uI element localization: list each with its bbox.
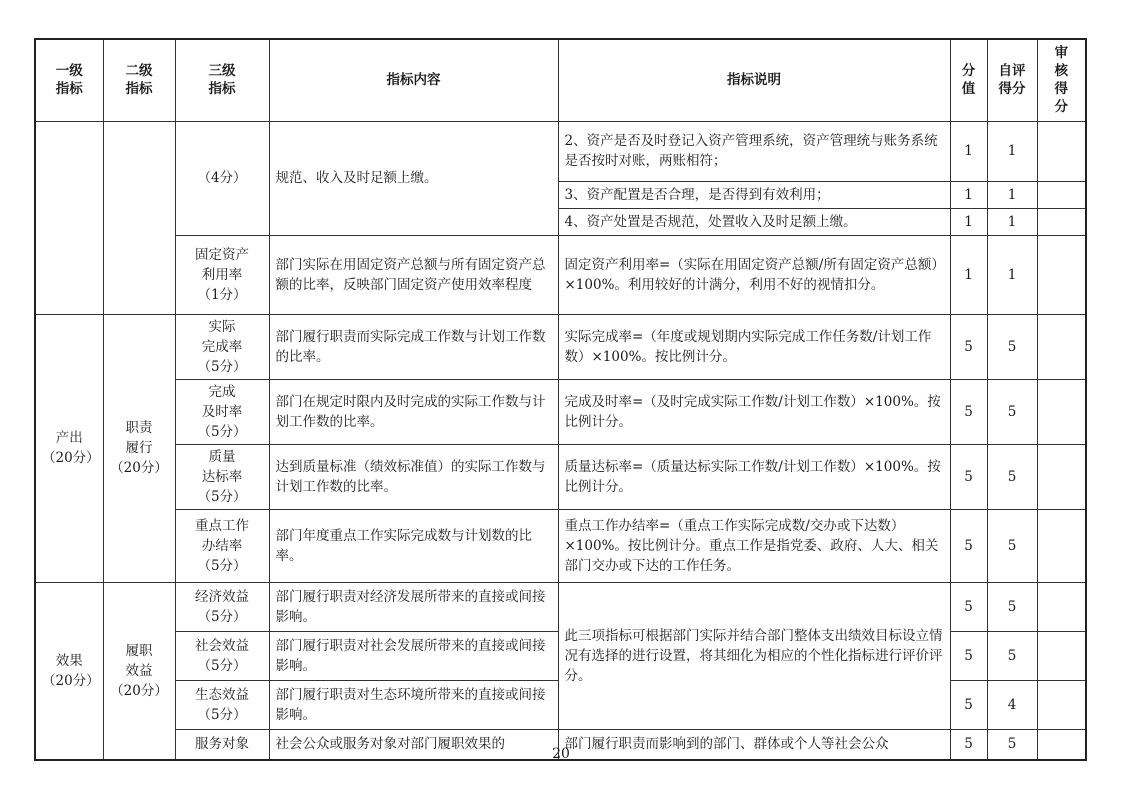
audit-score-cell xyxy=(1037,680,1086,729)
level3-cell: 固定资产 利用率 （1分） xyxy=(175,235,269,314)
description-cell: 3、资产配置是否合理，是否得到有效利用； xyxy=(558,181,950,208)
score-cell: 1 xyxy=(950,208,987,235)
description-cell: 部门履行职责而影响到的部门、群体或个人等社会公众 xyxy=(558,729,950,760)
score-cell: 5 xyxy=(950,582,987,631)
table-row xyxy=(35,314,1086,379)
header-audit-score: 审 核 得 分 xyxy=(1037,39,1086,121)
level3-cell: 重点工作 办结率 （5分） xyxy=(175,509,269,582)
self-score-cell: 5 xyxy=(987,582,1037,631)
header-self-score: 自评 得分 xyxy=(987,39,1037,121)
score-cell: 5 xyxy=(950,729,987,760)
description-cell: 质量达标率=（质量达标实际工作数/计划工作数）×100%。按比例计分。 xyxy=(558,444,950,509)
level3-cell: （4分） xyxy=(175,121,269,235)
header-description: 指标说明 xyxy=(558,39,950,121)
audit-score-cell xyxy=(1037,631,1086,680)
content-cell: 部门在规定时限内及时完成的实际工作数与计划工作数的比率。 xyxy=(269,379,558,444)
self-score-cell: 4 xyxy=(987,680,1037,729)
level3-cell: 完成 及时率 （5分） xyxy=(175,379,269,444)
content-cell: 部门履行职责而实际完成工作数与计划工作数的比率。 xyxy=(269,314,558,379)
description-cell: 4、资产处置是否规范，处置收入及时足额上缴。 xyxy=(558,208,950,235)
level3-cell: 社会效益 （5分） xyxy=(175,631,269,680)
level2-benefit: 履职 效益 （20分） xyxy=(103,582,175,760)
description-cell: 实际完成率=（年度或规划期内实际完成工作任务数/计划工作数）×100%。按比例计分。 xyxy=(558,314,950,379)
audit-score-cell xyxy=(1037,208,1086,235)
content-cell: 规范、收入及时足额上缴。 xyxy=(269,121,558,235)
header-content: 指标内容 xyxy=(269,39,558,121)
description-cell: 完成及时率=（及时完成实际工作数/计划工作数）×100%。按比例计分。 xyxy=(558,379,950,444)
self-score-cell: 1 xyxy=(987,181,1037,208)
content-cell: 部门年度重点工作实际完成数与计划数的比率。 xyxy=(269,509,558,582)
score-cell: 1 xyxy=(950,121,987,181)
table-row xyxy=(35,444,1086,509)
self-score-cell: 5 xyxy=(987,444,1037,509)
page-number: 20 xyxy=(552,746,570,762)
level3-cell: 实际 完成率 （5分） xyxy=(175,314,269,379)
content-cell: 部门履行职责对社会发展所带来的直接或间接影响。 xyxy=(269,631,558,680)
score-cell: 5 xyxy=(950,314,987,379)
level1-output: 产出 （20分） xyxy=(35,314,103,582)
header-score: 分 值 xyxy=(950,39,987,121)
table-row xyxy=(35,582,1086,631)
level3-cell: 质量 达标率 （5分） xyxy=(175,444,269,509)
table-row xyxy=(35,235,1086,314)
audit-score-cell xyxy=(1037,181,1086,208)
level2-cell-prev xyxy=(103,121,175,314)
header-level3: 三级 指标 xyxy=(175,39,269,121)
self-score-cell: 1 xyxy=(987,235,1037,314)
level3-cell: 经济效益 （5分） xyxy=(175,582,269,631)
audit-score-cell xyxy=(1037,582,1086,631)
description-cell: 重点工作办结率=（重点工作实际完成数/交办或下达数）×100%。按比例计分。重点工作是指党委、政府、人大、相关部门交办或下达的工作任务。 xyxy=(558,509,950,582)
self-score-cell: 1 xyxy=(987,208,1037,235)
evaluation-table xyxy=(34,38,1087,761)
level1-cell-prev xyxy=(35,121,103,314)
content-cell: 部门履行职责对经济发展所带来的直接或间接影响。 xyxy=(269,582,558,631)
audit-score-cell xyxy=(1037,121,1086,181)
score-cell: 1 xyxy=(950,235,987,314)
score-cell: 1 xyxy=(950,181,987,208)
table-header-row xyxy=(35,39,1086,121)
content-cell: 部门实际在用固定资产总额与所有固定资产总额的比率，反映部门固定资产使用效率程度 xyxy=(269,235,558,314)
audit-score-cell xyxy=(1037,235,1086,314)
content-cell: 部门履行职责对生态环境所带来的直接或间接影响。 xyxy=(269,680,558,729)
self-score-cell: 1 xyxy=(987,121,1037,181)
content-cell: 社会公众或服务对象对部门履职效果的 xyxy=(269,729,558,760)
description-cell: 2、资产是否及时登记入资产管理系统，资产管理统与账务系统是否按时对账，两账相符； xyxy=(558,121,950,181)
table-row xyxy=(35,379,1086,444)
score-cell: 5 xyxy=(950,631,987,680)
shared-description-cell: 此三项指标可根据部门实际并结合部门整体支出绩效目标设立情况有选择的进行设置，将其细化为相应的个性化指标进行评价评分。 xyxy=(558,582,950,729)
audit-score-cell xyxy=(1037,509,1086,582)
self-score-cell: 5 xyxy=(987,314,1037,379)
score-cell: 5 xyxy=(950,509,987,582)
self-score-cell: 5 xyxy=(987,729,1037,760)
content-cell: 达到质量标准（绩效标准值）的实际工作数与计划工作数的比率。 xyxy=(269,444,558,509)
score-cell: 5 xyxy=(950,379,987,444)
self-score-cell: 5 xyxy=(987,509,1037,582)
score-cell: 5 xyxy=(950,680,987,729)
self-score-cell: 5 xyxy=(987,631,1037,680)
header-level1: 一级 指标 xyxy=(35,39,103,121)
header-level2: 二级 指标 xyxy=(103,39,175,121)
description-cell: 固定资产利用率=（实际在用固定资产总额/所有固定资产总额）×100%。利用较好的计满分，利用不好的视情扣分。 xyxy=(558,235,950,314)
level3-cell: 生态效益 （5分） xyxy=(175,680,269,729)
table-row xyxy=(35,121,1086,181)
level1-effect: 效果 （20分） xyxy=(35,582,103,760)
audit-score-cell xyxy=(1037,379,1086,444)
self-score-cell: 5 xyxy=(987,379,1037,444)
score-cell: 5 xyxy=(950,444,987,509)
level3-cell: 服务对象 xyxy=(175,729,269,760)
table-row xyxy=(35,509,1086,582)
audit-score-cell xyxy=(1037,314,1086,379)
level2-duty: 职责 履行 （20分） xyxy=(103,314,175,582)
audit-score-cell xyxy=(1037,444,1086,509)
